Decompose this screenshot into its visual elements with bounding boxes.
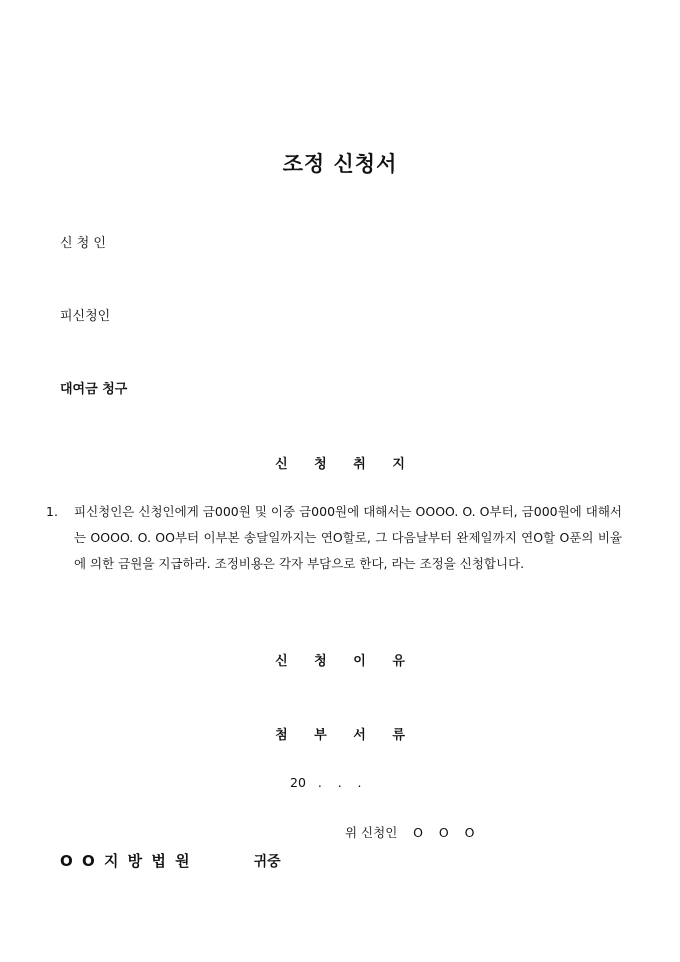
court-addressee [60, 850, 281, 871]
attachments-heading: 첨 부 서 류 [275, 728, 405, 743]
purpose-text: 피신청인은 신청인에게 금000원 및 이중 금000원에 대해서는 OOOO. O. O부터, 금000원에 대해서는 OOOO. O. OO부터 이부본 송달일까지는 연O할로, 그 다음날부터 완제일까지 연O할 O푼의 비율에 의한 금원을 지급하라. 조정비용은 각자 부담으로 한다, 라는 조정을 신청합니다. [74, 504, 622, 571]
purpose-paragraph [46, 499, 622, 577]
signature-line: 위 신청인 O O O [345, 825, 475, 840]
document-title: 조정 신청서 [282, 151, 398, 176]
court-name: O O 지 방 법 원 [60, 852, 192, 870]
respondent-label: 피신청인 [60, 309, 111, 324]
court-honorific: 귀중 [253, 854, 281, 870]
reason-heading: 신 청 이 유 [275, 654, 405, 669]
case-name: 대여금 청구 [60, 382, 128, 397]
date-line: 20 . . . [290, 775, 362, 790]
applicant-label: 신 청 인 [60, 236, 106, 251]
purpose-number: 1. [46, 504, 58, 519]
purpose-heading: 신 청 취 지 [275, 457, 405, 472]
